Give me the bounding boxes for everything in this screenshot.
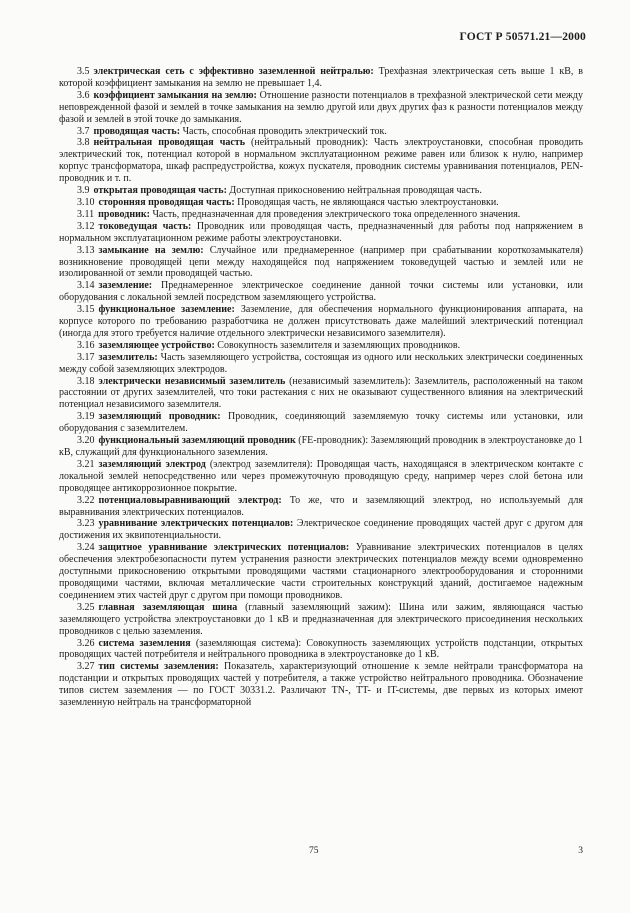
clause-number: 3.23 [77, 518, 95, 530]
clause-term: токоведущая часть: [98, 220, 192, 232]
clause-definition: Доступная прикосновению нейтральная проводящая часть. [226, 185, 482, 197]
clause-paragraph [59, 197, 583, 209]
clause-paragraph [59, 352, 583, 376]
clause-paragraph [59, 340, 583, 352]
clause-number: 3.18 [77, 375, 95, 387]
clause-paragraph [59, 495, 583, 519]
page-number: 75 [309, 846, 319, 856]
clause-definition: Проводящая часть, не являющаяся частью электроустановки. [234, 196, 499, 208]
clause-definition: Уравнивание электрических потенциалов в целях обеспечения электробезопасности путем устранения разности электрических потенциалов между всеми одновременно доступными прикосновению открытыми проводящими частями стационарного электрооборудования и сторонними проводящими частями, включая металлические части строительных конструкций зданий, достигаемое надежным соединением этих частей друг с другом при помощи проводников. [59, 542, 583, 601]
clause-definition: (независимый заземлитель): Заземлитель, расположенный на таком расстоянии от других заземлителей, что токи растекания с них не оказывают существенного влияния на электрический потенциал независимого заземлителя. [59, 375, 583, 411]
clause-definition: Часть, способная проводить электрический ток. [180, 125, 387, 137]
clause-number: 3.27 [77, 661, 95, 673]
clause-definition: (заземляющая система): Совокупность заземляющих устройств подстанции, открытых проводящих частей потребителя и нейтрального проводника в электроустановке до 1 кВ. [59, 637, 583, 661]
clause-paragraph [59, 245, 583, 281]
clause-paragraph [59, 661, 583, 709]
clause-number: 3.6 [77, 89, 90, 101]
clause-paragraph [59, 638, 583, 662]
clause-term: заземляющий электрод [98, 458, 206, 470]
clause-number: 3.13 [77, 244, 95, 256]
clause-definition: Проводник, соединяющий заземляемую точку системы или установки, или оборудования с заземлителем. [59, 411, 583, 435]
clause-paragraph [59, 90, 583, 126]
clause-paragraph [59, 126, 583, 138]
clause-term: нейтральная проводящая часть [93, 137, 245, 149]
clause-definition: (FE-проводник): Заземляющий проводник в электроустановке до 1 кВ, служащий для функционального заземления. [59, 435, 583, 458]
clause-paragraph [59, 185, 583, 197]
clause-number: 3.25 [77, 601, 95, 613]
clause-number: 3.19 [77, 411, 95, 423]
clause-term: заземляющее устройство: [98, 339, 215, 351]
document-body [59, 66, 583, 709]
clause-term: заземлитель: [98, 351, 158, 363]
clause-term: заземление: [98, 280, 153, 292]
clause-definition: Трехфазная электрическая сеть выше 1 кВ, в которой коэффициент замыкания на землю не превышает 1,4. [59, 66, 583, 89]
clause-definition: Часть заземляющего устройства, состоящая из одного или нескольких электрически соединенных между собой заземляющих электродов. [59, 351, 583, 375]
clause-number: 3.5 [77, 66, 90, 77]
clause-paragraph [59, 518, 583, 542]
clause-definition: (главный заземляющий зажим): Шина или зажим, являющаяся частью заземляющего устройства электроустановки до 1 кВ и предназначенная для электрического присоединения нескольких проводников с целью заземления. [59, 601, 584, 637]
clause-number: 3.10 [77, 196, 95, 208]
clause-number: 3.16 [77, 339, 95, 351]
clause-definition: Преднамеренное электрическое соединение данной точки системы или установки, или оборудования с локальной землей посредством заземляющего устройства. [59, 280, 583, 304]
clause-paragraph [59, 542, 583, 602]
clause-paragraph [59, 66, 583, 90]
clause-paragraph [59, 280, 583, 304]
clause-term: проводник: [98, 208, 150, 220]
clause-paragraph [59, 602, 583, 638]
document-header: ГОСТ Р 50571.21—2000 [459, 31, 586, 43]
clause-definition: (нейтральный проводник): Часть электроустановки, способная проводить электрический ток, потенциал которой в нормальном эксплуатационном режиме равен или близок к нулю, например корпус трансформатора, шкаф распредустройства, кожух пускателя, проводник системы уравнивания потенциалов, PEN-проводник и т. п. [59, 137, 583, 185]
clause-paragraph [59, 376, 583, 412]
clause-term: тип системы заземления: [98, 661, 219, 673]
clause-number: 3.17 [77, 351, 95, 363]
clause-paragraph [59, 137, 583, 185]
clause-number: 3.21 [77, 458, 95, 470]
clause-term: сторонняя проводящая часть: [98, 196, 235, 208]
clause-term: открытая проводящая часть: [93, 185, 227, 197]
clause-number: 3.24 [77, 542, 95, 554]
clause-term: главная заземляющая шина [98, 601, 238, 613]
clause-paragraph [59, 209, 583, 221]
clause-definition: Заземление, для обеспечения нормального функционирования аппарата, на корпусе которого по требованию разработчика не должен присутствовать даже малейший электрический потенциал (иногда для этого требуется наличие отдельного электрически независимого заземлителя). [59, 304, 583, 339]
clause-number: 3.20 [77, 435, 95, 447]
clause-term: функциональный заземляющий проводник [98, 435, 296, 447]
clause-paragraph [59, 459, 583, 495]
clause-definition: Показатель, характеризующий отношение к земле нейтрали трансформатора на подстанции и открытых проводящих частей у потребителя, а также устройство нейтрального проводника. Обозначение типов систем заземления — по ГОСТ 30331.2. Различают TN-, TT- и IT-системы, две первых из которых имеют заземленную нейтраль на трансформаторной [59, 661, 583, 709]
clause-term: уравнивание электрических потенциалов: [98, 518, 294, 530]
clause-term: проводящая часть: [93, 125, 181, 137]
clause-term: электрически независимый заземлитель [98, 375, 286, 387]
clause-paragraph [59, 221, 583, 245]
clause-number: 3.14 [77, 280, 95, 292]
clause-term: электрическая сеть с эффективно заземленной нейтралью: [93, 66, 374, 77]
clause-number: 3.22 [77, 494, 95, 506]
clause-term: система заземления [98, 637, 191, 649]
clause-term: функциональное заземление: [98, 304, 235, 316]
clause-paragraph [59, 411, 583, 435]
clause-term: замыкание на землю: [98, 244, 204, 256]
clause-paragraph [59, 435, 583, 459]
clause-definition: Часть, предназначенная для проведения электрического тока определенного значения. [149, 208, 521, 220]
clause-definition: То же, что и заземляющий электрод, но используемый для выравнивания электрических потенциалов. [59, 494, 583, 518]
clause-number: 3.12 [77, 220, 95, 232]
clause-definition: Совокупность заземлителя и заземляющих проводников. [214, 339, 461, 351]
clause-term: заземляющий проводник: [98, 411, 221, 423]
clause-paragraph [59, 304, 583, 340]
clause-term: коэффициент замыкания на землю: [93, 89, 257, 101]
clause-number: 3.26 [77, 637, 95, 649]
clause-definition: Электрическое соединение проводящих частей друг с другом для достижения их эквипотенциальности. [59, 518, 583, 542]
clause-number: 3.11 [77, 208, 95, 220]
clause-number: 3.9 [77, 185, 90, 197]
clause-number: 3.8 [77, 137, 90, 149]
clause-term: потенциаловыравнивающий электрод: [98, 494, 282, 506]
clause-definition: Случайное или преднамеренное (например при срабатывании короткозамыкателя) возникновение проводящей цепи между находящейся под напряжением токоведущей частью и землей или не изолированной от земли проводящей частью. [59, 244, 583, 280]
clause-definition: (электрод заземлителя): Проводящая часть, находящаяся в электрическом контакте с локальной землей непосредственно или через промежуточную проводящую среду, например через слой бетона или проводящее антикоррозионное покрытие. [59, 458, 584, 494]
clause-number: 3.7 [77, 125, 90, 137]
clause-term: защитное уравнивание электрических потенциалов: [98, 542, 350, 554]
clause-definition: Отношение разности потенциалов в трехфазной электрической сети между неповрежденной фазой и землей в точке замыкания на землю другой или двух других фаз к разности потенциалов между фазой и землей в этой точке до замыкания. [59, 89, 583, 125]
clause-definition: Проводник или проводящая часть, предназначенный для работы под напряжением в нормальном эксплуатационном режиме работы электроустановки. [59, 220, 584, 244]
clause-number: 3.15 [77, 304, 95, 316]
sheet-number: 3 [578, 846, 583, 856]
